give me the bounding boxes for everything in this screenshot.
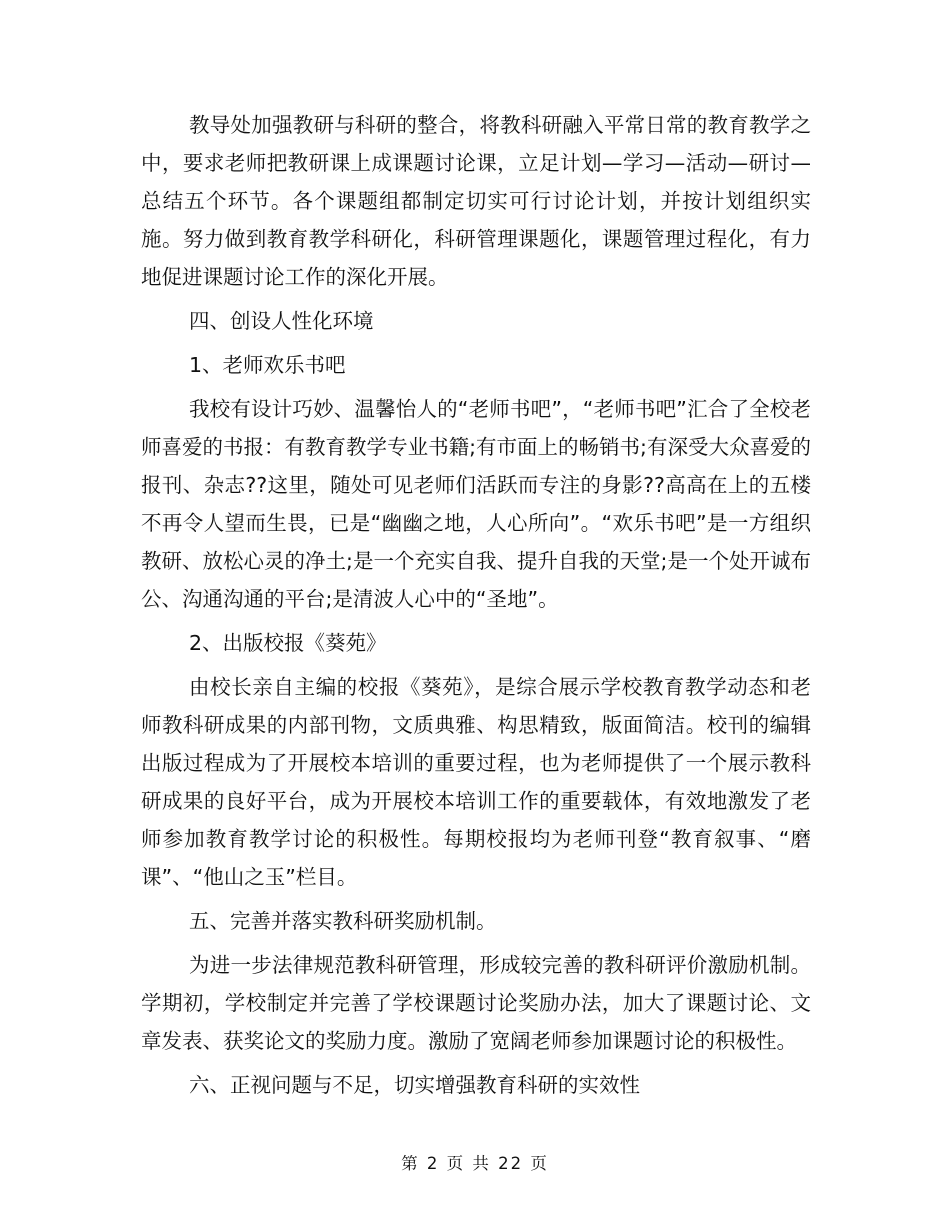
subsection-heading: 2、出版校报《葵苑》 <box>189 631 387 655</box>
section-heading: 四、创设人性化环境 <box>189 309 374 333</box>
page-number-footer: 第 2 页 共 22 页 <box>401 1154 549 1173</box>
subsection-heading: 1、老师欢乐书吧 <box>189 353 346 377</box>
body-paragraph: 为进一步法律规范教科研管理，形成较完善的教科研评价激励机制。学期初，学校制定并完善了学校课题讨论奖励办法，加大了课题讨论、文章发表、获奖论文的奖励力度。激励了宽阔老师参加课题讨论的积极性。 <box>141 953 811 1053</box>
section-heading: 五、完善并落实教科研奖励机制。 <box>189 909 497 933</box>
body-paragraph: 由校长亲自主编的校报《葵苑》，是综合展示学校教育教学动态和老师教科研成果的内部刊物，文质典雅、构思精致，版面简洁。校刊的编辑出版过程成为了开展校本培训的重要过程，也为老师提供了一个展示教科研成果的良好平台，成为开展校本培训工作的重要载体，有效地激发了老师参加教育教学讨论的积极性。每期校报均为老师刊登“教育叙事、“磨课”、“他山之玉”栏目。 <box>141 675 811 889</box>
body-paragraph: 我校有设计巧妙、温馨怡人的“老师书吧”，“老师书吧”汇合了全校老师喜爱的书报：有教育教学专业书籍;有市面上的畅销书;有深受大众喜爱的报刊、杂志??这里，随处可见老师们活跃而专注的身影??高高在上的五楼不再令人望而生畏，已是“幽幽之地，人心所向”。“欢乐书吧”是一方组织教研、放松心灵的净土;是一个充实自我、提升自我的天堂;是一个处开诚布公、沟通沟通的平台;是清波人心中的“圣地”。 <box>141 397 811 611</box>
body-paragraph: 教导处加强教研与科研的整合，将教科研融入平常日常的教育教学之中，要求老师把教研课上成课题讨论课，立足计划—学习—活动—研讨—总结五个环节。各个课题组都制定切实可行讨论计划，并按计划组织实施。努力做到教育教学科研化，科研管理课题化，课题管理过程化，有力地促进课题讨论工作的深化开展。 <box>141 113 811 289</box>
document-body <box>141 106 811 1104</box>
section-heading: 六、正视问题与不足，切实增强教育科研的实效性 <box>189 1073 640 1097</box>
